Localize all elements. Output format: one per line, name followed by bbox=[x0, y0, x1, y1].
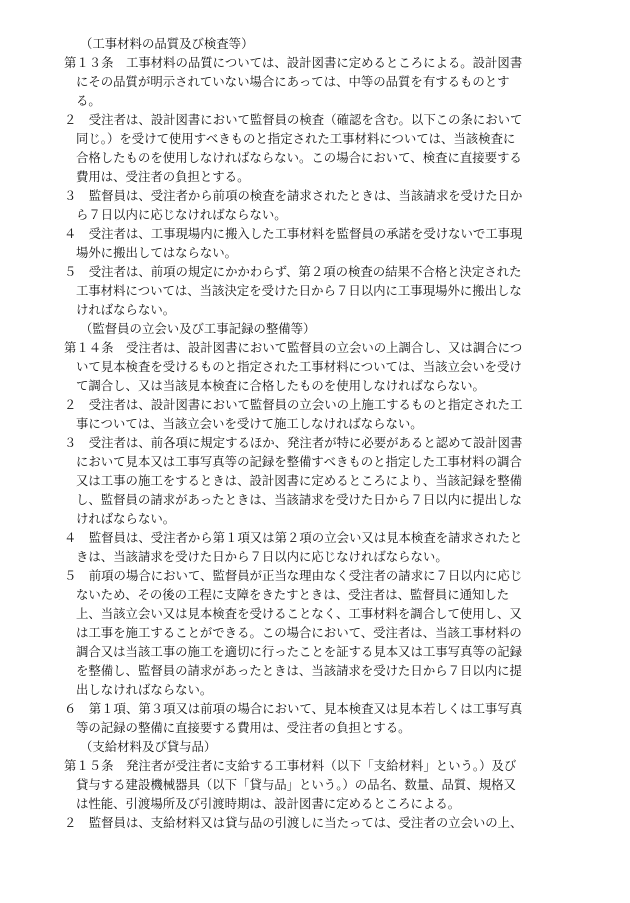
section-heading: （工事材料の品質及び検査等） bbox=[80, 36, 254, 51]
paragraph-line: において見本又は工事写真等の記録を整備すべきものと指定した工事材料の調合 bbox=[76, 454, 522, 469]
paragraph-line: ３ 受注者は、前各項に規定するほか、発注者が特に必要があると認めて設計図書 bbox=[64, 435, 523, 450]
paragraph-line: ６ 第１項、第３項又は前項の場合において、見本検査又は見本若しくは工事写真 bbox=[64, 701, 523, 716]
paragraph-line: 上、当該立会い又は見本検査を受けることなく、工事材料を調合して使用し、又 bbox=[76, 606, 522, 621]
paragraph-line: し、監督員の請求があったときは、当該請求を受けた日から７日以内に提出しな bbox=[76, 492, 522, 507]
paragraph-line: ２ 監督員は、支給材料又は貸与品の引渡しに当たっては、受注者の立会いの上、 bbox=[64, 815, 523, 830]
paragraph-line: ２ 受注者は、設計図書において監督員の立会いの上施工するものと指定された工 bbox=[64, 397, 523, 412]
paragraph-line: は工事を施工することができる。この場合において、受注者は、当該工事材料の bbox=[76, 625, 522, 640]
paragraph-line: ないため、その後の工程に支障をきたすときは、受注者は、監督員に通知した bbox=[76, 587, 510, 602]
paragraph-line: 同じ。）を受けて使用すべきものと指定された工事材料については、当該検査に bbox=[76, 131, 516, 146]
article-line: いて見本検査を受けるものと指定された工事材料については、当該立会いを受け bbox=[76, 359, 522, 374]
paragraph-line: ３ 監督員は、受注者から前項の検査を請求されたときは、当該請求を受けた日か bbox=[64, 188, 523, 203]
paragraph-line: 等の記録の整備に直接要する費用は、受注者の負担とする。 bbox=[76, 720, 411, 735]
paragraph-line: 出しなければならない。 bbox=[76, 682, 213, 697]
article-line: 第１４条 受注者は、設計図書において監督員の立会いの上調合し、又は調合につ bbox=[64, 340, 523, 355]
article-line: 第１５条 発注者が受注者に支給する工事材料（以下「支給材料」という。）及び bbox=[64, 758, 517, 773]
paragraph-line: 事については、当該立会いを受けて施工しなければならない。 bbox=[76, 416, 423, 431]
article-line: 第１３条 工事材料の品質については、設計図書に定めるところによる。設計図書 bbox=[64, 55, 523, 70]
paragraph-line: ２ 受注者は、設計図書において監督員の検査（確認を含む。以下この条において bbox=[64, 112, 523, 127]
paragraph-line: 調合又は当該工事の施工を適切に行ったことを証する見本又は工事写真等の記録 bbox=[76, 644, 523, 659]
paragraph-line: ければならない。 bbox=[76, 511, 176, 526]
paragraph-line: ５ 前項の場合において、監督員が正当な理由なく受注者の請求に７日以内に応じ bbox=[64, 568, 523, 583]
paragraph-line: ければならない。 bbox=[76, 302, 176, 317]
article-line: 貸与する建設機械器具（以下「貸与品」という。）の品名、数量、品質、規格又 bbox=[76, 777, 516, 792]
paragraph-line: 費用は、受注者の負担とする。 bbox=[76, 169, 250, 184]
paragraph-line: 合格したものを使用しなければならない。この場合において、検査に直接要する bbox=[76, 150, 522, 165]
paragraph-line: きは、当該請求を受けた日から７日以内に応じなければならない。 bbox=[76, 549, 448, 564]
paragraph-line: ら７日以内に応じなければならない。 bbox=[76, 207, 287, 222]
article-line: は性能、引渡場所及び引渡時期は、設計図書に定めるところによる。 bbox=[76, 796, 461, 811]
paragraph-line: 場外に搬出してはならない。 bbox=[76, 245, 238, 260]
paragraph-line: 又は工事の施工をするときは、設計図書に定めるところにより、当該記録を整備 bbox=[76, 473, 523, 488]
section-heading: （支給材料及び貸与品） bbox=[80, 739, 217, 754]
article-line: る。 bbox=[76, 93, 101, 108]
paragraph-line: 工事材料については、当該決定を受けた日から７日以内に工事現場外に搬出しな bbox=[76, 283, 522, 298]
paragraph-line: ５ 受注者は、前項の規定にかかわらず、第２項の検査の結果不合格と決定された bbox=[64, 264, 522, 279]
article-line: て調合し、又は当該見本検査に合格したものを使用しなければならない。 bbox=[76, 378, 485, 393]
paragraph-line: を整備し、監督員の請求があったときは、当該請求を受けた日から７日以内に提 bbox=[76, 663, 522, 678]
paragraph-line: ４ 監督員は、受注者から第１項又は第２項の立会い又は見本検査を請求されたと bbox=[64, 530, 523, 545]
paragraph-line: ４ 受注者は、工事現場内に搬入した工事材料を監督員の承諾を受けないで工事現 bbox=[64, 226, 523, 241]
section-heading: （監督員の立会い及び工事記録の整備等） bbox=[80, 321, 316, 336]
article-line: にその品質が明示されていない場合にあっては、中等の品質を有するものとす bbox=[76, 74, 510, 89]
